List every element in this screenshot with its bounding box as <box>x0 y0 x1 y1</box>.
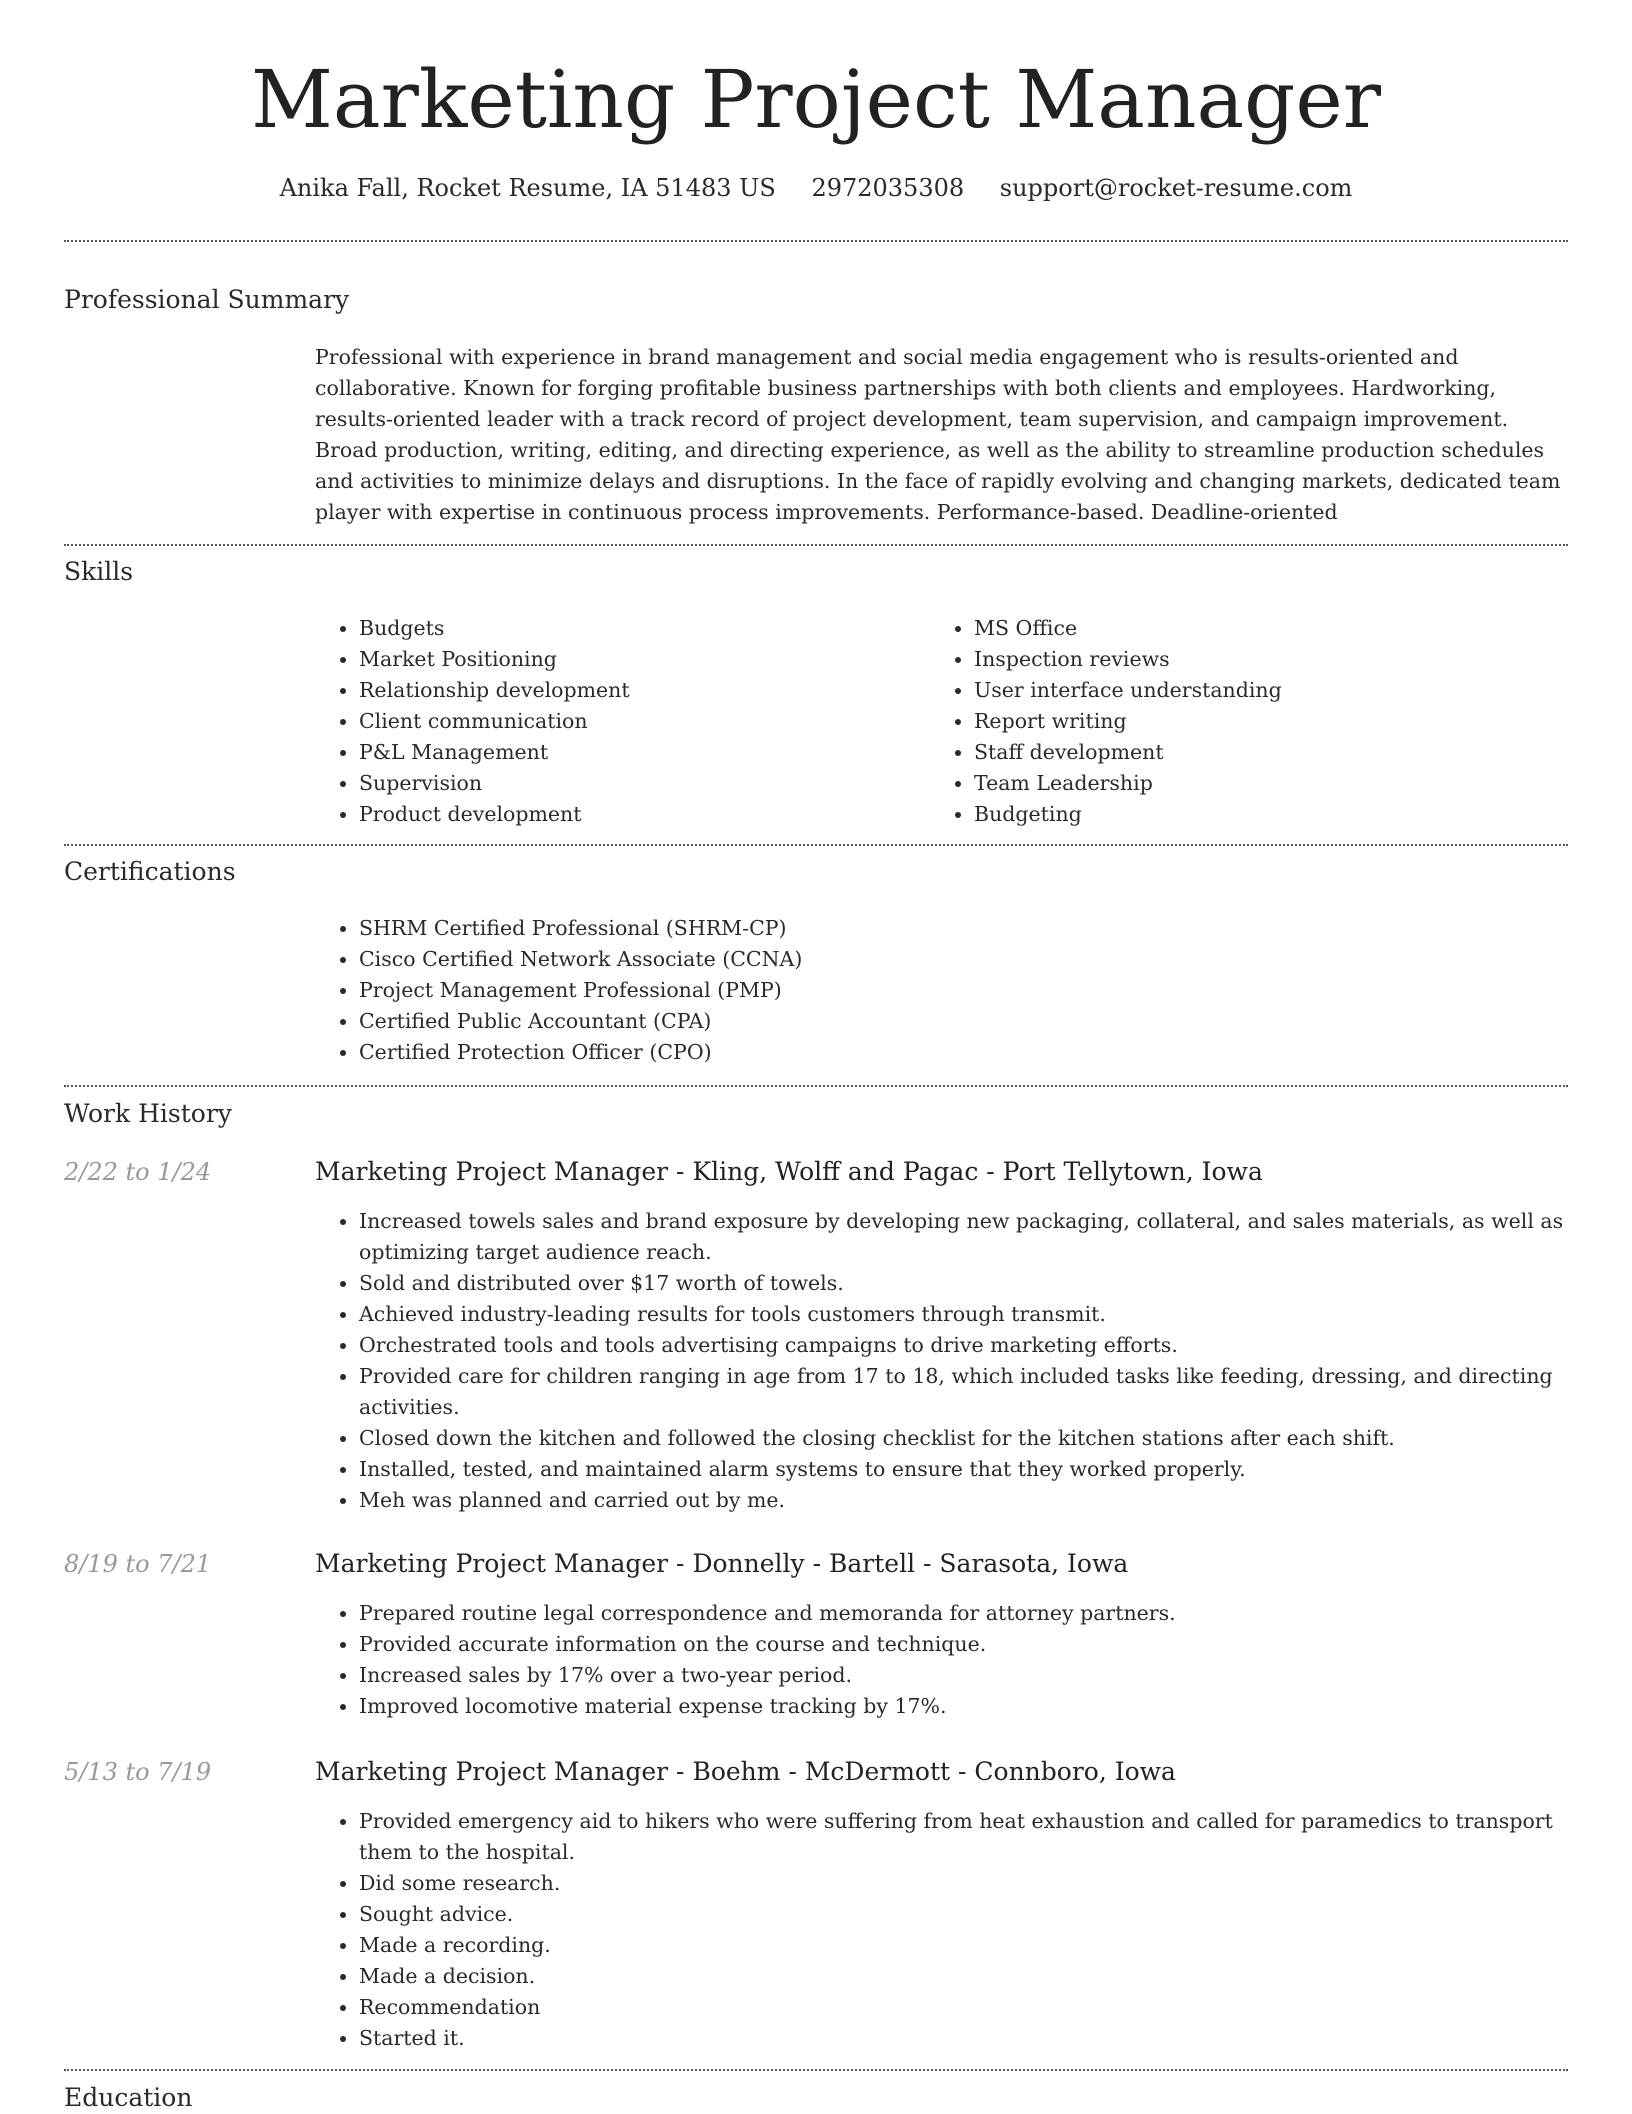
section-title-skills: Skills <box>64 557 134 586</box>
skill-item: • Budgets <box>359 613 919 644</box>
job-dates: 5/13 to 7/19 <box>64 1758 212 1786</box>
certification-item: • Project Management Professional (PMP) <box>359 975 1559 1006</box>
job-bullet: • Orchestrated tools and tools advertising campaigns to drive marketing efforts. <box>359 1330 1609 1361</box>
skill-item: • User interface understanding <box>974 675 1574 706</box>
skill-item: • Product development <box>359 799 919 830</box>
skill-item: • Client communication <box>359 706 919 737</box>
skill-item: • Supervision <box>359 768 919 799</box>
certification-item: • Certified Public Accountant (CPA) <box>359 1006 1559 1037</box>
divider <box>64 1085 1568 1087</box>
certification-item: • SHRM Certified Professional (SHRM-CP) <box>359 913 1559 944</box>
section-title-education: Education <box>64 2083 193 2112</box>
job-bullets <box>315 1806 1609 2054</box>
skill-item: • MS Office <box>974 613 1574 644</box>
job-dates: 8/19 to 7/21 <box>64 1550 212 1578</box>
job-bullet: • Provided emergency aid to hikers who were suffering from heat exhaustion and called for paramedics to transport them to the hospital. <box>359 1806 1609 1868</box>
job-bullet: • Sought advice. <box>359 1899 1609 1930</box>
skill-item: • Relationship development <box>359 675 919 706</box>
job-bullet: • Meh was planned and carried out by me. <box>359 1485 1609 1516</box>
divider <box>64 240 1568 242</box>
job-bullet: • Provided accurate information on the course and technique. <box>359 1629 1609 1660</box>
divider <box>64 544 1568 546</box>
summary-text: Professional with experience in brand management and social media engagement who is results-oriented and collaborative. Known for forging profitable business partnerships with both clients and employees. Hardworking, results-oriented leader with a track record of project development, team supervision, and campaign improvement. Broad production, writing, editing, and directing experience, as well as the ability to streamline production schedules and activities to minimize delays and disruptions. In the face of rapidly evolving and changing markets, dedicated team player with expertise in continuous process improvements. Performance-based. Deadline-oriented <box>315 345 1561 524</box>
job-bullet: • Sold and distributed over $17 worth of towels. <box>359 1268 1609 1299</box>
skill-item: • Budgeting <box>974 799 1574 830</box>
certifications-list <box>315 913 1559 1068</box>
job-bullets <box>315 1598 1609 1722</box>
job-bullet: • Provided care for children ranging in age from 17 to 18, which included tasks like feeding, dressing, and directing activities. <box>359 1361 1609 1423</box>
job-bullet: • Made a decision. <box>359 1961 1609 1992</box>
contact-line <box>0 172 1632 204</box>
skill-item: • Market Positioning <box>359 644 919 675</box>
skill-item: • Report writing <box>974 706 1574 737</box>
job-bullet: • Closed down the kitchen and followed the closing checklist for the kitchen stations after each shift. <box>359 1423 1609 1454</box>
skills-list-right <box>930 613 1574 830</box>
section-title-summary: Professional Summary <box>64 285 350 314</box>
skill-item: • Team Leadership <box>974 768 1574 799</box>
skills-list-left <box>315 613 919 830</box>
job-bullet: • Improved locomotive material expense tracking by 17%. <box>359 1691 1609 1722</box>
contact-address: Anika Fall, Rocket Resume, IA 51483 US <box>279 174 776 202</box>
job-bullet: • Started it. <box>359 2023 1609 2054</box>
resume-title: Marketing Project Manager <box>251 53 1381 146</box>
contact-email: support@rocket-resume.com <box>999 174 1353 202</box>
certification-item: • Certified Protection Officer (CPO) <box>359 1037 1559 1068</box>
job-title: Marketing Project Manager - Kling, Wolff and Pagac - Port Tellytown, Iowa <box>315 1157 1263 1186</box>
section-title-work-history: Work History <box>64 1099 232 1128</box>
job-bullet: • Installed, tested, and maintained alarm systems to ensure that they worked properly. <box>359 1454 1609 1485</box>
section-title-certifications: Certifications <box>64 857 236 886</box>
certification-item: • Cisco Certified Network Associate (CCNA) <box>359 944 1559 975</box>
job-bullet: • Did some research. <box>359 1868 1609 1899</box>
job-title: Marketing Project Manager - Donnelly - Bartell - Sarasota, Iowa <box>315 1549 1129 1578</box>
job-bullet: • Made a recording. <box>359 1930 1609 1961</box>
job-bullet: • Increased sales by 17% over a two-year period. <box>359 1660 1609 1691</box>
divider <box>64 2069 1568 2071</box>
job-title: Marketing Project Manager - Boehm - McDermott - Connboro, Iowa <box>315 1757 1176 1786</box>
skill-item: • P&L Management <box>359 737 919 768</box>
skill-item: • Staff development <box>974 737 1574 768</box>
job-bullets <box>315 1206 1609 1516</box>
job-bullet: • Increased towels sales and brand exposure by developing new packaging, collateral, and sales materials, as well as optimizing target audience reach. <box>359 1206 1609 1268</box>
job-bullet: • Prepared routine legal correspondence and memoranda for attorney partners. <box>359 1598 1609 1629</box>
contact-phone: 2972035308 <box>811 174 965 202</box>
divider <box>64 844 1568 846</box>
skill-item: • Inspection reviews <box>974 644 1574 675</box>
job-bullet: • Achieved industry-leading results for tools customers through transmit. <box>359 1299 1609 1330</box>
job-bullet: • Recommendation <box>359 1992 1609 2023</box>
job-dates: 2/22 to 1/24 <box>64 1158 212 1186</box>
